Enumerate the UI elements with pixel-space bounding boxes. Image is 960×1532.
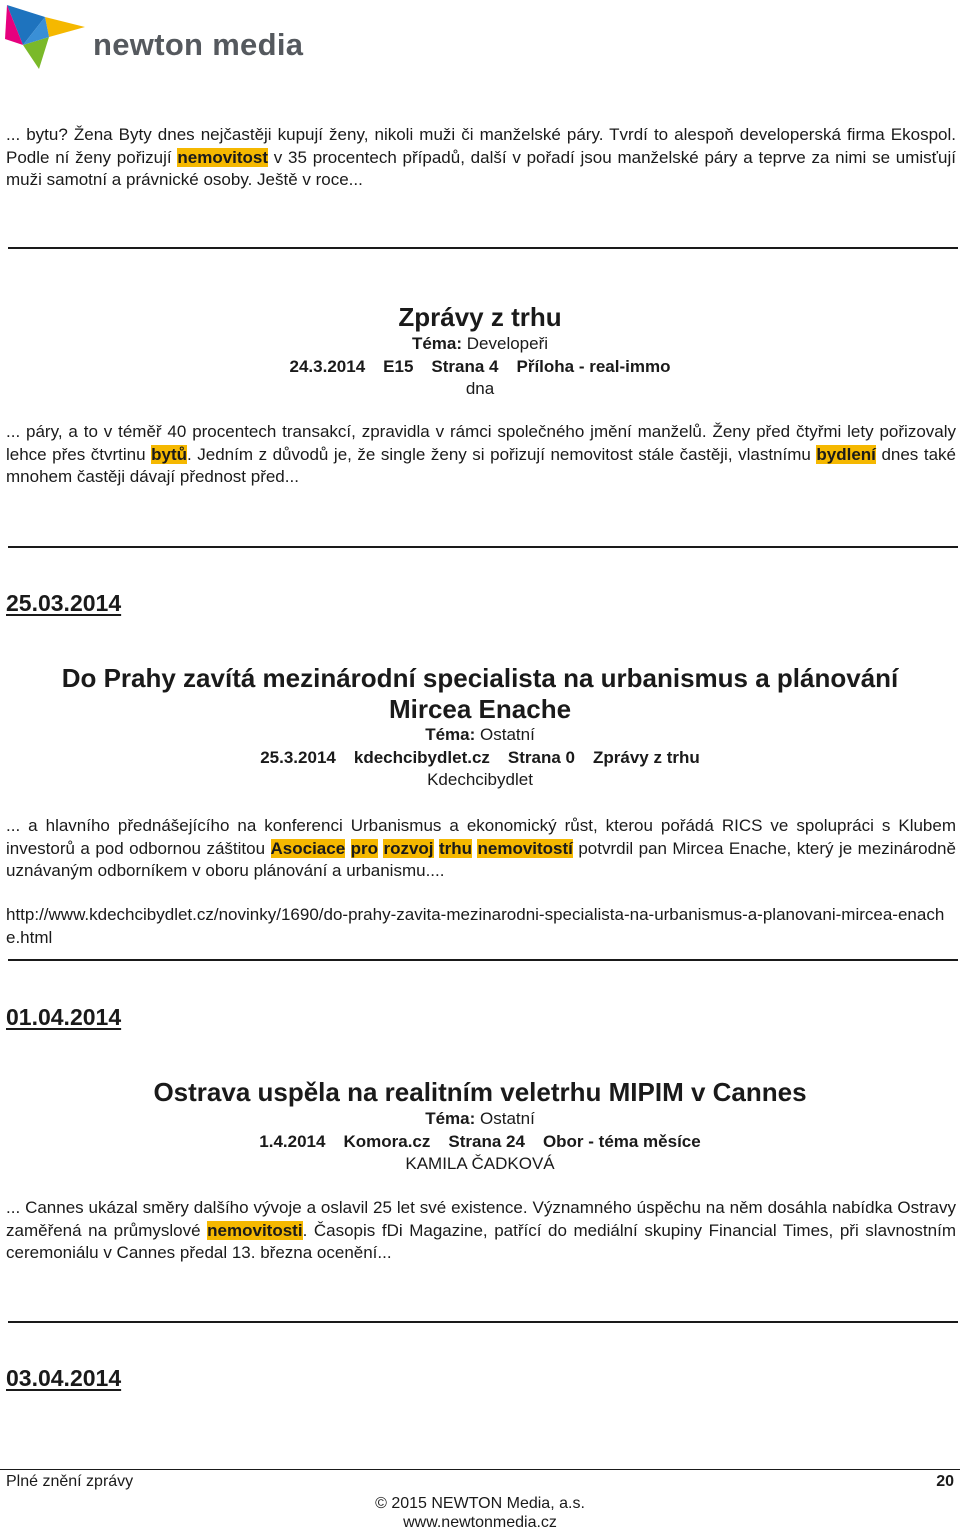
text-segment: potvrdil pan Mircea Enache, který je mezinárodně uznávaným odborníkem v oboru plánování a urbanismu....	[6, 838, 956, 880]
title-line: Do Prahy zavítá mezinárodní specialista na urbanismus a plánování	[61, 663, 899, 693]
article-title: Ostrava uspěla na realitním veletrhu MIPIM v Cannes	[153, 1077, 807, 1107]
keyword-highlight: nemovitosti	[207, 1220, 303, 1240]
text-segment: v 35 procentech případů, další v pořadí jsou manželské páry a teprve za nimi se umisťují muži samotní a právnické osoby. Ještě v roce...	[6, 147, 956, 189]
article-title	[0, 663, 960, 725]
footer-copyright: © 2015 NEWTON Media, a.s.	[375, 1495, 585, 1512]
footer-website[interactable]: www.newtonmedia.cz	[403, 1514, 557, 1531]
separator-rule	[8, 546, 958, 548]
text-segment: . Časopis fDi Magazine, patřící do mediální skupiny Financial Times, při slavnostním ceremoniálu v Cannes předal 13. března ocenění...	[6, 1220, 956, 1262]
text-segment: ... a hlavního přednášejícího na konferenci Urbanismus a ekonomický růst, kterou pořádá RICS ve spolupráci s Klubem investorů a pod odbornou záštitou	[6, 816, 956, 858]
keyword-highlight: bydlení	[816, 444, 876, 464]
keyword-highlight: Asociace	[270, 838, 346, 858]
keyword-highlight: trhu	[438, 838, 473, 858]
date-heading: 25.03.2014	[6, 590, 122, 616]
article-topic	[0, 1108, 960, 1130]
separator-rule	[8, 1321, 958, 1323]
topic-value: Ostatní	[480, 725, 535, 744]
title-line: Mircea Enache	[388, 694, 572, 724]
meta-section: Příloha - real-immo	[516, 357, 671, 376]
separator-rule	[8, 247, 958, 249]
meta-date: 1.4.2014	[259, 1132, 326, 1151]
text-segment: ... Cannes ukázal směry dalšího vývoje a oslavil 25 let své existence. Významného úspěchu na něm dosáhla nabídka Ostravy zaměřená na průmyslové	[6, 1198, 956, 1240]
separator-rule	[8, 959, 958, 961]
footer-label: Plné znění zprávy	[6, 1473, 134, 1490]
topic-label: Téma:	[425, 1109, 476, 1128]
text-segment: ... bytu? Žena Byty dnes nejčastěji kupují ženy, nikoli muži či manželské páry. Tvrdí to alespoň developerská firma Ekospol. Podle ní ženy pořizují	[6, 125, 956, 167]
keyword-highlight: rozvoj	[383, 838, 434, 858]
intro-article-text	[6, 124, 956, 192]
topic-label: Téma:	[425, 725, 476, 744]
meta-section: Zprávy z trhu	[593, 748, 700, 767]
topic-label: Téma:	[411, 334, 463, 353]
article-excerpt	[6, 815, 956, 883]
article-author: dna	[465, 379, 495, 398]
keyword-highlight: nemovitostí	[477, 838, 573, 858]
topic-value: Ostatní	[480, 1109, 535, 1128]
article-meta	[0, 356, 960, 378]
meta-source: kdechcibydlet.cz	[353, 748, 490, 767]
meta-section: Obor - téma měsíce	[542, 1132, 701, 1151]
article-meta	[0, 1131, 960, 1153]
topic-value: Developeři	[466, 334, 549, 353]
logo-text: newton media	[93, 27, 304, 62]
text-segment: ... páry, a to v téměř 40 procentech transakcí, zpravidla v rámci společného jmění manželů. Ženy před čtyřmi lety pořizovaly lehce přes čtvrtinu	[6, 422, 956, 464]
meta-source: Komora.cz	[343, 1132, 431, 1151]
keyword-highlight: pro	[350, 838, 379, 858]
meta-page: Strana 0	[507, 748, 576, 767]
footer-rule	[0, 1469, 960, 1470]
page-number: 20	[936, 1473, 954, 1490]
keyword-highlight: nemovitost	[177, 147, 269, 167]
meta-date: 25.3.2014	[260, 748, 336, 767]
meta-page: Strana 4	[431, 357, 499, 376]
article-link[interactable]: http://www.kdechcibydlet.cz/novinky/1690/do-prahy-zavita-mezinarodni-specialista-na-urbanismus-a-planovani-mircea-enache.html	[6, 905, 945, 947]
meta-source: E15	[383, 357, 414, 376]
keyword-highlight: bytů	[151, 444, 188, 464]
meta-page: Strana 24	[448, 1132, 525, 1151]
article-topic	[0, 724, 960, 746]
article-author: Kdechcibydlet	[427, 770, 533, 789]
article-excerpt	[6, 1197, 956, 1265]
article-excerpt	[6, 421, 956, 489]
date-heading: 01.04.2014	[6, 1004, 122, 1030]
article-title: Zprávy z trhu	[398, 302, 562, 332]
article-author: KAMILA ČADKOVÁ	[405, 1154, 555, 1173]
article-meta	[0, 747, 960, 769]
article-topic	[0, 333, 960, 355]
logo-mark-icon	[5, 5, 87, 69]
meta-date: 24.3.2014	[289, 357, 366, 376]
newton-media-logo	[5, 5, 305, 69]
date-heading: 03.04.2014	[6, 1365, 122, 1391]
text-segment: dnes také mnohem častěji dávají přednost před...	[6, 444, 956, 486]
text-segment: . Jedním z důvodů je, že single ženy si pořizují nemovitost stále častěji, vlastnímu	[187, 444, 817, 464]
